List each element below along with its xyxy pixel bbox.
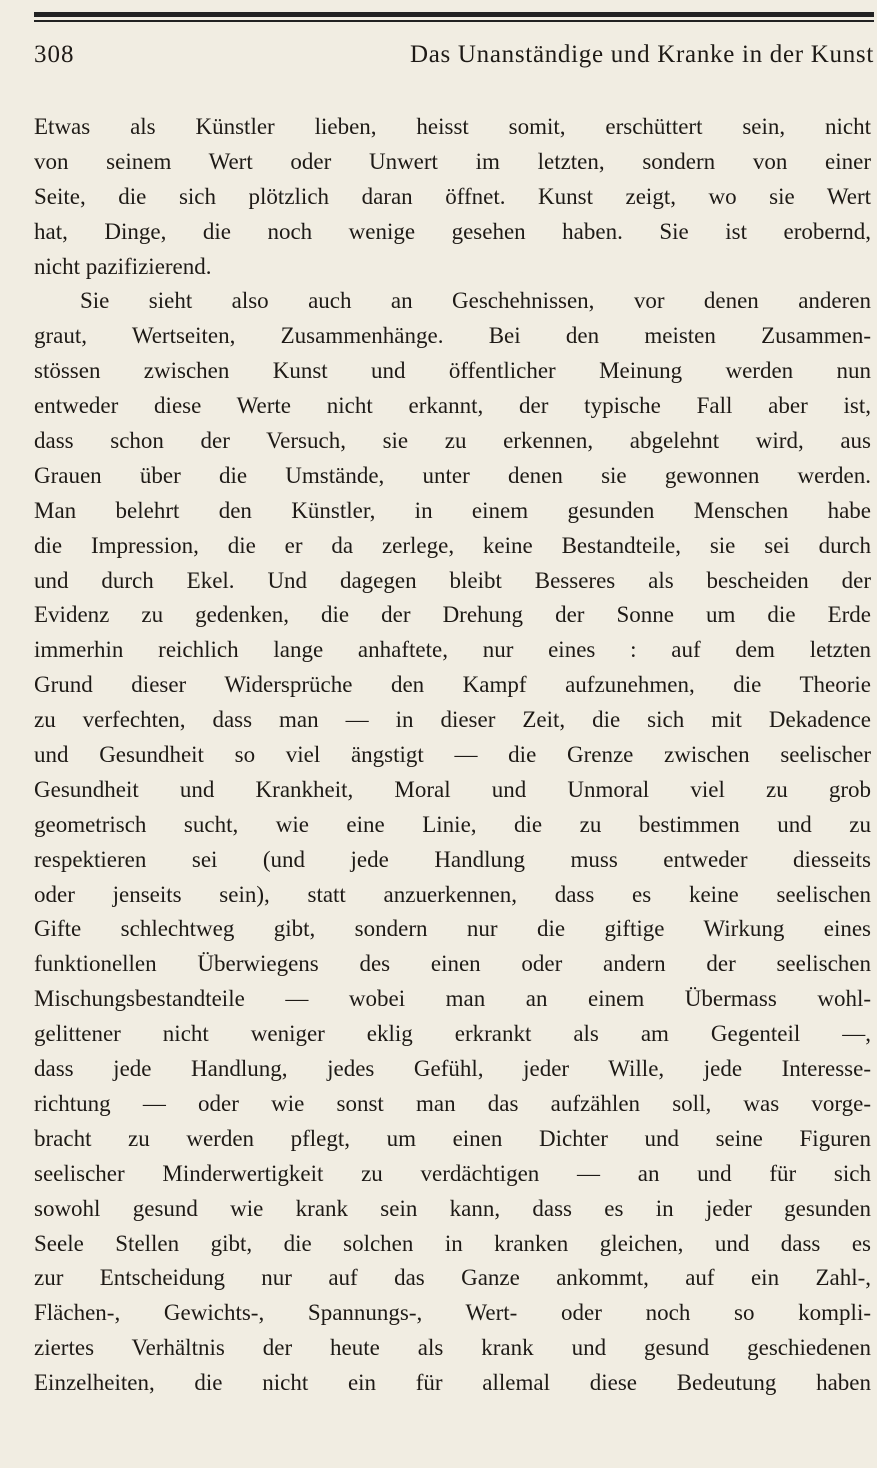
text-line: bracht zu werden pflegt, um einen Dichter und seine Figuren <box>34 1125 871 1151</box>
text-line: Etwas als Künstler lieben, heisst somit, erschüttert sein, nicht <box>34 114 871 139</box>
text-line: Mischungsbestandteile — wobei man an einem Übermass wohl- <box>34 986 871 1012</box>
running-title: Das Unanständige und Kranke in der Kunst <box>409 41 874 68</box>
text-line: Evidenz zu gedenken, die der Drehung der Sonne um die Erde <box>34 602 871 628</box>
text-line: nicht pazifizierend. <box>34 253 212 279</box>
text-line: Gifte schlechtweg gibt, sondern nur die giftige Wirkung eines <box>34 916 871 942</box>
text-line: seelischer Minderwertigkeit zu verdächtigen — an und für sich <box>34 1160 871 1186</box>
text-line: zur Entscheidung nur auf das Ganze ankommt, auf ein Zahl-, <box>34 1265 871 1291</box>
body-text <box>34 110 871 1401</box>
text-line: Grauen über die Umstände, unter denen sie gewonnen werden. <box>34 462 871 488</box>
text-line: graut, Wertseiten, Zusammenhänge. Bei den meisten Zusammen- <box>34 323 871 349</box>
text-line: Sie sieht also auch an Geschehnissen, vor denen anderen <box>80 288 871 314</box>
text-line: Grund dieser Widersprüche den Kampf aufzunehmen, die Theorie <box>34 672 871 698</box>
page-number: 308 <box>34 41 75 68</box>
text-line: zu verfechten, dass man — in dieser Zeit, die sich mit Dekadence <box>34 707 871 733</box>
text-line: richtung — oder wie sonst man das aufzählen soll, was vorge- <box>34 1090 871 1116</box>
text-line: Gesundheit und Krankheit, Moral und Unmoral viel zu grob <box>34 776 871 802</box>
text-line: immerhin reichlich lange anhaftete, nur eines : auf dem letzten <box>34 637 871 663</box>
text-line: und Gesundheit so viel ängstigt — die Grenze zwischen seelischer <box>34 742 871 768</box>
text-line: stössen zwischen Kunst und öffentlicher Meinung werden nun <box>34 358 871 384</box>
text-line: und durch Ekel. Und dagegen bleibt Besseres als bescheiden der <box>34 567 871 593</box>
header-rule-thick <box>34 12 874 17</box>
running-header <box>34 38 874 72</box>
text-line: geometrisch sucht, wie eine Linie, die zu bestimmen und zu <box>34 811 871 837</box>
text-line: die Impression, die er da zerlege, keine Bestandteile, sie sei durch <box>34 532 871 558</box>
text-line: Flächen-, Gewichts-, Spannungs-, Wert- oder noch so kompli- <box>34 1300 871 1326</box>
text-line: dass schon der Versuch, sie zu erkennen, abgelehnt wird, aus <box>34 428 871 454</box>
text-line: sowohl gesund wie krank sein kann, dass es in jeder gesunden <box>34 1195 871 1221</box>
text-line: ziertes Verhältnis der heute als krank und gesund geschiedenen <box>34 1335 871 1361</box>
text-line: respektieren sei (und jede Handlung muss entweder diesseits <box>34 846 871 872</box>
paragraph-1 <box>34 110 871 284</box>
text-line: entweder diese Werte nicht erkannt, der typische Fall aber ist, <box>34 393 871 419</box>
paragraph-2 <box>34 284 871 1401</box>
text-line: hat, Dinge, die noch wenige gesehen haben. Sie ist erobernd, <box>34 218 871 244</box>
text-line: gelittener nicht weniger eklig erkrankt als am Gegenteil —, <box>34 1021 871 1047</box>
text-line: Seite, die sich plötzlich daran öffnet. Kunst zeigt, wo sie Wert <box>34 183 871 209</box>
text-line: oder jenseits sein), statt anzuerkennen, dass es keine seelischen <box>34 881 871 907</box>
text-line: Seele Stellen gibt, die solchen in kranken gleichen, und dass es <box>34 1230 871 1256</box>
text-line: von seinem Wert oder Unwert im letzten, sondern von einer <box>34 148 871 174</box>
text-line: Man belehrt den Künstler, in einem gesunden Menschen habe <box>34 497 871 523</box>
header-rule-thin <box>34 20 874 22</box>
text-line: dass jede Handlung, jedes Gefühl, jeder Wille, jede Interesse- <box>34 1056 871 1082</box>
text-line: Einzelheiten, die nicht ein für allemal diese Bedeutung haben <box>34 1370 871 1396</box>
text-line: funktionellen Überwiegens des einen oder andern der seelischen <box>34 951 871 977</box>
